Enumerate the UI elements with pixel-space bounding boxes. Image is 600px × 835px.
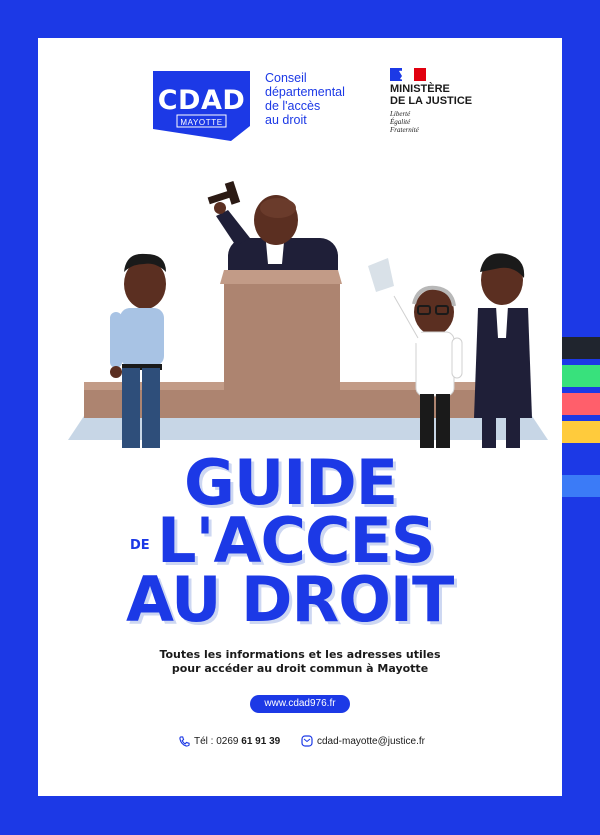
phone-contact[interactable] [179, 735, 280, 749]
title-acces: L'ACCES [157, 504, 435, 577]
email-address: cdad-mayotte@justice.fr [317, 736, 425, 747]
title-de: DE [130, 538, 150, 553]
title-au-droit: AU DROIT [126, 563, 454, 636]
color-tab-green [562, 365, 600, 387]
motto-line: Fraternité [390, 126, 419, 134]
phone-number: 61 91 39 [241, 736, 281, 747]
phone-icon [179, 736, 190, 747]
subtitle-line-1: Toutes les informations et les adresses utiles [159, 648, 441, 661]
ministry-logo [390, 68, 510, 134]
courtroom-illustration [38, 168, 562, 448]
title-guide: GUIDE [184, 446, 398, 519]
cdad-name-line: Conseil [265, 71, 307, 85]
cdad-name-line: au droit [265, 113, 307, 127]
motto-line: Liberté [390, 110, 411, 118]
cdad-name-line: départemental [265, 85, 345, 99]
email-icon [301, 735, 313, 747]
website-link[interactable]: www.cdad976.fr [250, 695, 350, 713]
subtitle-line-2: pour accéder au droit commun à Mayotte [171, 662, 429, 675]
ministry-title-line: DE LA JUSTICE [390, 95, 473, 107]
color-tab-dark [562, 337, 600, 359]
color-tab-blue [562, 449, 600, 471]
phone-label: Tél : 0269 [194, 736, 239, 747]
logo-text: CDAD [157, 85, 246, 116]
color-tab-light-blue [562, 475, 600, 497]
ministry-title-line: MINISTÈRE [390, 83, 450, 95]
color-tab-yellow [562, 421, 600, 443]
email-contact[interactable] [301, 735, 425, 749]
cdad-full-name [265, 71, 375, 127]
cdad-name-line: de l'accès [265, 99, 321, 113]
logo-subtext: MAYOTTE [180, 118, 223, 127]
marianne-icon [390, 68, 426, 81]
cover-page [38, 38, 562, 796]
cdad-logo [153, 71, 250, 141]
motto-line: Égalité [390, 118, 411, 126]
color-tab-pink [562, 393, 600, 415]
